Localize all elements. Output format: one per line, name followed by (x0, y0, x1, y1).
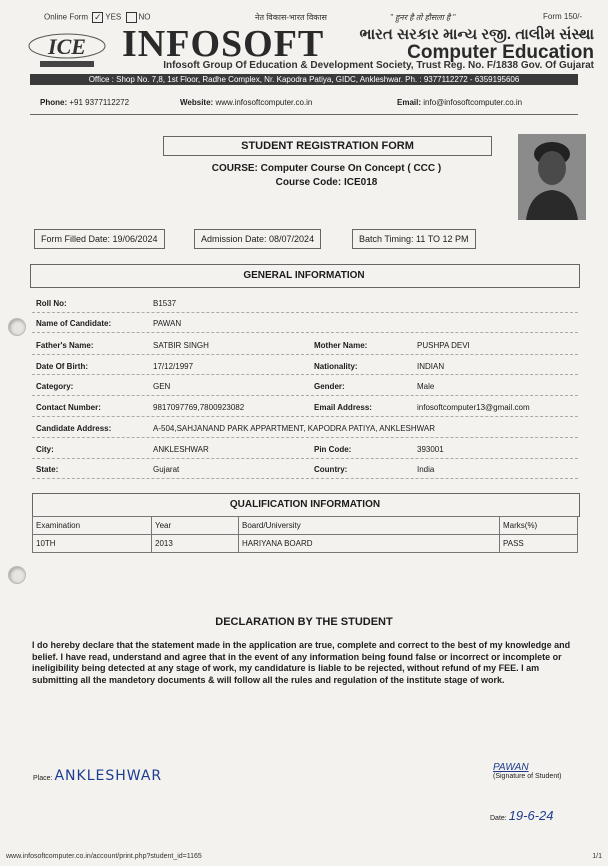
form-fee: Form 150/- (543, 12, 583, 21)
contact-label: Contact Number: (36, 403, 101, 412)
course-info (160, 162, 493, 190)
qualification-heading: QUALIFICATION INFORMATION (229, 499, 381, 510)
yes-label: YES (105, 12, 122, 22)
qualification-table (32, 516, 578, 553)
tagline: Computer Education (407, 42, 594, 63)
mother-value: PUSHPA DEVI (417, 341, 470, 350)
course-line: COURSE: Computer Course On Concept ( CCC ) (211, 163, 442, 174)
office-address-bar: Office : Shop No. 7,8, 1st Floor, Radhe Complex, Nr. Kapodra Patiya, GIDC, Ankleshwar. Ph. : 9377112272 - 6359195606 (30, 74, 578, 85)
father-value: SATBIR SINGH (153, 341, 209, 350)
header-cell: Board/University (239, 517, 500, 535)
page-number: 1/1 (592, 853, 602, 860)
header-cell: Examination (33, 517, 152, 535)
dob-label: Date Of Birth: (36, 362, 88, 371)
gender-label: Gender: (314, 382, 345, 391)
father-label: Father's Name: (36, 341, 94, 350)
student-signature: PAWAN (493, 762, 529, 773)
general-info-heading: GENERAL INFORMATION (243, 270, 365, 281)
brand-name: INFOSOFT (122, 23, 325, 65)
ice-logo-icon (26, 30, 108, 70)
pin-value: 393001 (417, 445, 444, 454)
mother-label: Mother Name: (314, 341, 368, 350)
dob-value: 17/12/1997 (153, 362, 194, 371)
footer (6, 853, 602, 860)
contact-value: 9817097769,7800923082 (153, 403, 245, 412)
roll-label: Roll No: (36, 299, 67, 308)
country-label: Country: (314, 465, 348, 474)
nationality-label: Nationality: (314, 362, 358, 371)
no-label: NO (138, 12, 151, 22)
email: Email: info@infosoftcomputer.co.in (397, 98, 523, 107)
course-code: Course Code: ICE018 (275, 177, 378, 188)
signature-label: (Signature of Student) (493, 773, 562, 780)
hindi-slogan-right: " हुनर है तो हौसला है " (390, 13, 456, 22)
ice-logo (26, 30, 108, 70)
pin-label: Pin Code: (314, 445, 352, 454)
declaration-heading: DECLARATION BY THE STUDENT (215, 616, 393, 628)
online-form-label: Online Form (44, 12, 89, 22)
city-value: ANKLESHWAR (153, 445, 209, 454)
table-cell: HARIYANA BOARD (239, 535, 500, 553)
date-handwritten: 19-6-24 (508, 808, 554, 823)
student-photo (518, 134, 586, 220)
place-handwritten: ANKLESHWAR (54, 768, 163, 784)
table-header-row (33, 517, 578, 535)
category-label: Category: (36, 382, 74, 391)
name-value: PAWAN (153, 319, 182, 328)
signature-block (493, 762, 603, 780)
address-value: A-504,SAHJANAND PARK APPARTMENT, KAPODRA PATIYA, ANKLESHWAR (153, 424, 436, 433)
signature-date (490, 808, 554, 823)
gender-value: Male (417, 382, 435, 391)
admission-date: Admission Date: 08/07/2024 (194, 229, 321, 249)
form-filled-date: Form Filled Date: 19/06/2024 (34, 229, 165, 249)
place (33, 768, 162, 784)
footer-url: www.infosoftcomputer.co.in/account/print.php?student_id=1165 (6, 853, 202, 860)
declaration-text: I do hereby declare that the statement made in the application are true, complete and correct to the best of my knowledge and belief. I have read, understand and agree that in the event of any information being found false or incorrect or incomplete or ineligibility being detected at any stage of work, my candidature is liable to be rejected, without refund of my FEE. I am submitting all the mandetory documents & will follow all the rules and regulation of the institute stage of work. (32, 640, 571, 685)
brand-right (332, 26, 594, 64)
phone: Phone: +91 9377112272 (40, 98, 130, 107)
punch-hole (8, 566, 26, 584)
nationality-value: INDIAN (417, 362, 445, 371)
student-photo-icon (518, 134, 586, 220)
table-row (33, 535, 578, 553)
form-title: STUDENT REGISTRATION FORM (163, 136, 492, 156)
date-label: Date: (490, 815, 507, 822)
hindi-slogan-left: नेत विकास-भारत विकास (255, 13, 327, 22)
website: Website: www.infosoftcomputer.co.in (180, 98, 313, 107)
table-cell: 2013 (152, 535, 239, 553)
gujarati-recognition: ભારત સરકાર માન્ય રજી. તાલીમ સંસ્થા (359, 26, 594, 43)
email-label: Email Address: (314, 403, 372, 412)
punch-hole (8, 318, 26, 336)
name-label: Name of Candidate: (36, 319, 112, 328)
country-value: India (417, 465, 435, 474)
city-label: City: (36, 445, 54, 454)
table-cell: 10TH (33, 535, 152, 553)
divider (30, 114, 578, 115)
header-cell: Year (152, 517, 239, 535)
email-value: infosoftcomputer13@gmail.com (417, 403, 530, 412)
state-value: Gujarat (153, 465, 180, 474)
yes-checkbox: ✓ (93, 12, 102, 22)
logo-text: ICE (48, 34, 86, 59)
trust-subheading: Infosoft Group Of Education & Development Society, Trust Reg. No. F/1838 Gov. Of Gujarat (163, 60, 594, 71)
category-value: GEN (153, 382, 171, 391)
place-label: Place: (33, 775, 53, 782)
roll-value: B1537 (153, 299, 177, 308)
batch-timing: Batch Timing: 11 TO 12 PM (352, 229, 476, 249)
table-cell: PASS (500, 535, 578, 553)
address-label: Candidate Address: (36, 424, 112, 433)
header-cell: Marks(%) (500, 517, 578, 535)
state-label: State: (36, 465, 59, 474)
